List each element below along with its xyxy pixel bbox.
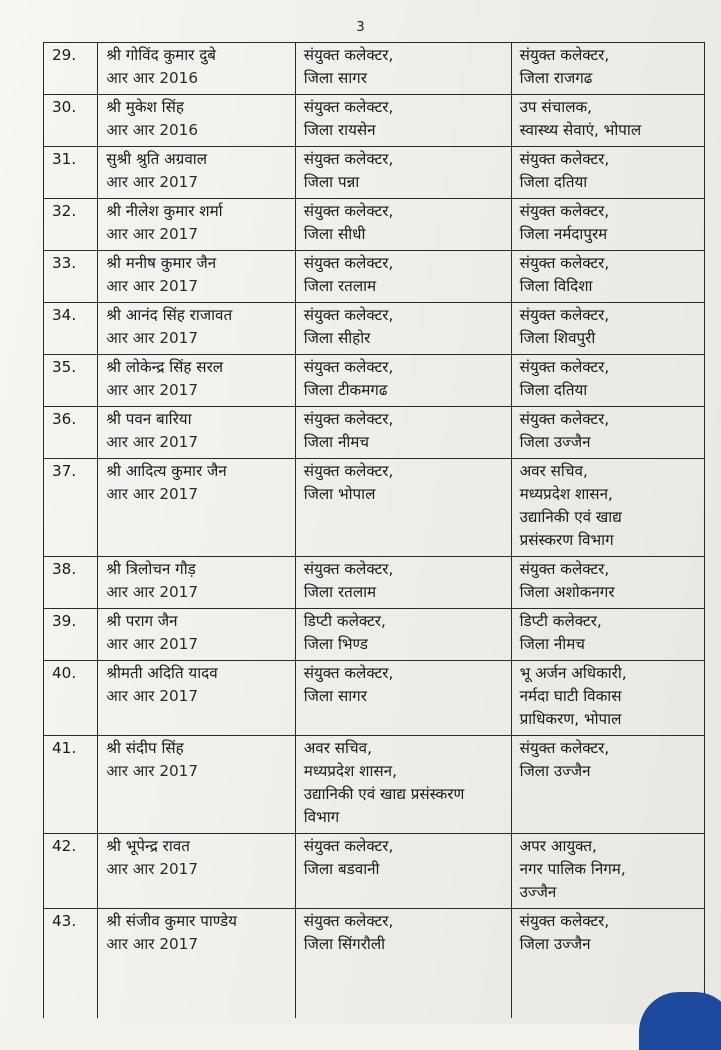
- officer-cell: [98, 355, 295, 407]
- current-posting-line: संयुक्त कलेक्टर,: [303, 254, 394, 272]
- officer-batch: आर आर 2017: [106, 277, 198, 295]
- officer-batch: आर आर 2017: [106, 485, 198, 503]
- officer-batch: आर आर 2017: [106, 687, 198, 705]
- new-posting-cell: [511, 459, 704, 557]
- page-number: 3: [356, 20, 365, 35]
- serial-number: 33.: [44, 251, 98, 303]
- current-posting-line: उद्यानिकी एवं खाद्य प्रसंस्करण: [303, 785, 465, 803]
- current-posting-cell: [295, 736, 511, 834]
- serial-number: 35.: [44, 355, 98, 407]
- serial-number: 41.: [44, 736, 98, 834]
- new-posting-line: उप संचालक,: [519, 98, 592, 116]
- new-posting-line: संयुक्त कलेक्टर,: [519, 202, 610, 220]
- new-posting-cell: [511, 736, 704, 834]
- new-posting-line: मध्यप्रदेश शासन,: [519, 485, 613, 503]
- officer-cell: [98, 661, 295, 736]
- officer-batch: आर आर 2017: [106, 583, 198, 601]
- officer-batch: आर आर 2017: [106, 381, 198, 399]
- serial-number: 29.: [44, 43, 98, 95]
- officer-name: श्रीमती अदिति यादव: [106, 664, 218, 682]
- new-posting-line: स्वास्थ्य सेवाएं, भोपाल: [519, 121, 642, 139]
- current-posting-cell: [295, 909, 511, 1019]
- new-posting-cell: [511, 95, 704, 147]
- officer-batch: आर आर 2017: [106, 635, 198, 653]
- current-posting-cell: [295, 557, 511, 609]
- new-posting-line: जिला नर्मदापुरम: [519, 225, 608, 243]
- current-posting-line: जिला रतलाम: [303, 277, 377, 295]
- table-row: [44, 199, 705, 251]
- table-row: [44, 251, 705, 303]
- new-posting-line: जिला उज्जैन: [519, 935, 591, 953]
- officer-cell: [98, 736, 295, 834]
- new-posting-line: उज्जैन: [519, 883, 557, 901]
- current-posting-cell: [295, 147, 511, 199]
- current-posting-line: जिला पन्ना: [303, 173, 360, 191]
- new-posting-line: जिला दतिया: [519, 173, 588, 191]
- table-row: [44, 661, 705, 736]
- new-posting-line: नर्मदा घाटी विकास: [519, 687, 622, 705]
- new-posting-line: भू अर्जन अधिकारी,: [519, 664, 627, 682]
- new-posting-line: संयुक्त कलेक्टर,: [519, 560, 610, 578]
- current-posting-cell: [295, 407, 511, 459]
- new-posting-cell: [511, 43, 704, 95]
- table-row: [44, 303, 705, 355]
- current-posting-line: संयुक्त कलेक्टर,: [303, 358, 394, 376]
- current-posting-line: जिला सीहोर: [303, 329, 371, 347]
- officer-name: श्री पराग जैन: [106, 612, 178, 630]
- serial-number: 40.: [44, 661, 98, 736]
- new-posting-cell: [511, 303, 704, 355]
- officer-cell: [98, 834, 295, 909]
- current-posting-line: संयुक्त कलेक्टर,: [303, 664, 394, 682]
- officer-name: श्री त्रिलोचन गौड़: [106, 560, 196, 578]
- table-row: [44, 609, 705, 661]
- serial-number: 36.: [44, 407, 98, 459]
- current-posting-line: संयुक्त कलेक्टर,: [303, 912, 394, 930]
- new-posting-cell: [511, 407, 704, 459]
- officer-batch: आर आर 2017: [106, 935, 198, 953]
- officer-cell: [98, 407, 295, 459]
- current-posting-line: संयुक्त कलेक्टर,: [303, 560, 394, 578]
- table-row: [44, 557, 705, 609]
- current-posting-cell: [295, 251, 511, 303]
- current-posting-line: संयुक्त कलेक्टर,: [303, 202, 394, 220]
- current-posting-line: संयुक्त कलेक्टर,: [303, 150, 394, 168]
- officer-batch: आर आर 2017: [106, 860, 198, 878]
- current-posting-line: जिला सागर: [303, 687, 367, 705]
- new-posting-cell: [511, 355, 704, 407]
- table-row: [44, 355, 705, 407]
- officer-cell: [98, 43, 295, 95]
- current-posting-line: जिला भोपाल: [303, 485, 376, 503]
- current-posting-line: संयुक्त कलेक्टर,: [303, 462, 394, 480]
- officer-name: श्री आदित्य कुमार जैन: [106, 462, 227, 480]
- officer-cell: [98, 147, 295, 199]
- officer-name: श्री भूपेन्द्र रावत: [106, 837, 190, 855]
- current-posting-cell: [295, 95, 511, 147]
- new-posting-line: जिला उज्जैन: [519, 762, 591, 780]
- current-posting-line: संयुक्त कलेक्टर,: [303, 98, 394, 116]
- new-posting-line: जिला अशोकनगर: [519, 583, 615, 601]
- current-posting-line: डिप्टी कलेक्टर,: [303, 612, 386, 630]
- serial-number: 34.: [44, 303, 98, 355]
- officer-batch: आर आर 2017: [106, 225, 198, 243]
- officer-batch: आर आर 2016: [106, 69, 198, 87]
- new-posting-cell: [511, 147, 704, 199]
- officer-batch: आर आर 2017: [106, 433, 198, 451]
- current-posting-cell: [295, 609, 511, 661]
- current-posting-line: संयुक्त कलेक्टर,: [303, 837, 394, 855]
- new-posting-line: प्रसंस्करण विभाग: [519, 531, 614, 549]
- current-posting-cell: [295, 199, 511, 251]
- officer-name: श्री मनीष कुमार जैन: [106, 254, 217, 272]
- officer-name: श्री गोविंद कुमार दुबे: [106, 46, 216, 64]
- current-posting-line: संयुक्त कलेक्टर,: [303, 306, 394, 324]
- new-posting-cell: [511, 251, 704, 303]
- table-row: [44, 459, 705, 557]
- officer-cell: [98, 609, 295, 661]
- officer-batch: आर आर 2017: [106, 762, 198, 780]
- table-row: [44, 834, 705, 909]
- new-posting-line: अपर आयुक्त,: [519, 837, 597, 855]
- current-posting-line: जिला रतलाम: [303, 583, 377, 601]
- current-posting-line: जिला रायसेन: [303, 121, 376, 139]
- officer-name: श्री मुकेश सिंह: [106, 98, 184, 116]
- new-posting-line: संयुक्त कलेक्टर,: [519, 739, 610, 757]
- current-posting-line: जिला सिंगरौली: [303, 935, 386, 953]
- transfer-table: [43, 42, 705, 1018]
- new-posting-cell: [511, 199, 704, 251]
- current-posting-line: संयुक्त कलेक्टर,: [303, 46, 394, 64]
- officer-name: सुश्री श्रुति अग्रवाल: [106, 150, 208, 168]
- serial-number: 43.: [44, 909, 98, 1019]
- serial-number: 39.: [44, 609, 98, 661]
- current-posting-cell: [295, 303, 511, 355]
- serial-number: 37.: [44, 459, 98, 557]
- table-row: [44, 95, 705, 147]
- new-posting-cell: [511, 661, 704, 736]
- new-posting-line: जिला विदिशा: [519, 277, 593, 295]
- officer-cell: [98, 95, 295, 147]
- new-posting-line: नगर पालिक निगम,: [519, 860, 626, 878]
- current-posting-line: संयुक्त कलेक्टर,: [303, 410, 394, 428]
- table-row: [44, 407, 705, 459]
- current-posting-cell: [295, 459, 511, 557]
- new-posting-line: प्राधिकरण, भोपाल: [519, 710, 622, 728]
- officer-name: श्री आनंद सिंह राजावत: [106, 306, 233, 324]
- officer-batch: आर आर 2017: [106, 329, 198, 347]
- current-posting-cell: [295, 661, 511, 736]
- serial-number: 42.: [44, 834, 98, 909]
- serial-number: 31.: [44, 147, 98, 199]
- new-posting-cell: [511, 557, 704, 609]
- officer-cell: [98, 251, 295, 303]
- new-posting-line: जिला नीमच: [519, 635, 585, 653]
- current-posting-line: जिला भिण्ड: [303, 635, 368, 653]
- new-posting-line: संयुक्त कलेक्टर,: [519, 46, 610, 64]
- serial-number: 38.: [44, 557, 98, 609]
- current-posting-line: जिला सागर: [303, 69, 367, 87]
- new-posting-line: संयुक्त कलेक्टर,: [519, 150, 610, 168]
- new-posting-line: जिला उज्जैन: [519, 433, 591, 451]
- officer-name: श्री संजीव कुमार पाण्डेय: [106, 912, 237, 930]
- officer-name: श्री नीलेश कुमार शर्मा: [106, 202, 223, 220]
- new-posting-line: उद्यानिकी एवं खाद्य: [519, 508, 622, 526]
- current-posting-line: जिला सीधी: [303, 225, 366, 243]
- current-posting-line: अवर सचिव,: [303, 739, 372, 757]
- new-posting-line: जिला शिवपुरी: [519, 329, 596, 347]
- new-posting-line: संयुक्त कलेक्टर,: [519, 306, 610, 324]
- current-posting-line: जिला नीमच: [303, 433, 370, 451]
- table-row: [44, 736, 705, 834]
- table-row: [44, 147, 705, 199]
- new-posting-line: संयुक्त कलेक्टर,: [519, 410, 610, 428]
- transfer-table-body: [44, 43, 705, 1019]
- table-row: [44, 909, 705, 1019]
- serial-number: 30.: [44, 95, 98, 147]
- officer-cell: [98, 459, 295, 557]
- current-posting-line: विभाग: [303, 808, 340, 826]
- new-posting-line: संयुक्त कलेक्टर,: [519, 254, 610, 272]
- new-posting-line: जिला दतिया: [519, 381, 588, 399]
- serial-number: 32.: [44, 199, 98, 251]
- current-posting-line: जिला टीकमगढ: [303, 381, 388, 399]
- current-posting-line: मध्यप्रदेश शासन,: [303, 762, 397, 780]
- new-posting-line: जिला राजगढ: [519, 69, 593, 87]
- table-row: [44, 43, 705, 95]
- officer-cell: [98, 909, 295, 1019]
- new-posting-cell: [511, 834, 704, 909]
- officer-name: श्री पवन बारिया: [106, 410, 192, 428]
- officer-batch: आर आर 2017: [106, 173, 198, 191]
- officer-cell: [98, 199, 295, 251]
- new-posting-line: संयुक्त कलेक्टर,: [519, 912, 610, 930]
- current-posting-line: जिला बडवानी: [303, 860, 380, 878]
- current-posting-cell: [295, 43, 511, 95]
- officer-cell: [98, 557, 295, 609]
- new-posting-line: अवर सचिव,: [519, 462, 588, 480]
- officer-cell: [98, 303, 295, 355]
- new-posting-line: संयुक्त कलेक्टर,: [519, 358, 610, 376]
- current-posting-cell: [295, 834, 511, 909]
- officer-batch: आर आर 2016: [106, 121, 198, 139]
- current-posting-cell: [295, 355, 511, 407]
- officer-name: श्री संदीप सिंह: [106, 739, 184, 757]
- new-posting-cell: [511, 609, 704, 661]
- officer-name: श्री लोकेन्द्र सिंह सरल: [106, 358, 224, 376]
- new-posting-line: डिप्टी कलेक्टर,: [519, 612, 602, 630]
